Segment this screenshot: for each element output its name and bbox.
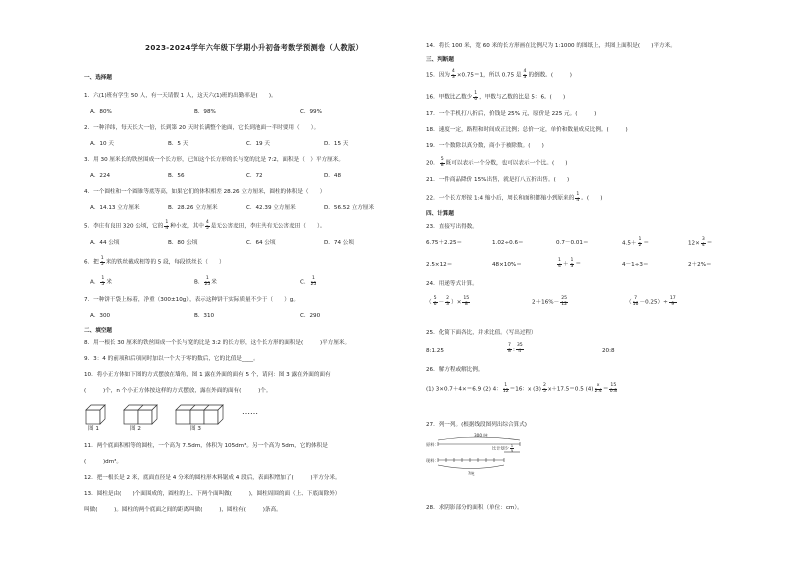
calc-6: 2.5×12＝ bbox=[426, 262, 453, 268]
fraction: $\frac{25}{12}$ bbox=[561, 296, 568, 307]
fraction: $\frac{5}{6}$ bbox=[433, 296, 437, 307]
fraction: $\frac{35}{4}$ bbox=[516, 343, 523, 354]
fraction: $\frac{2}{3}$ bbox=[446, 296, 450, 307]
question-8: 8．用一根长 30 厘米的铁丝围成一个长与宽的比是 3:2 的长方形，这个长方形的面积是( )平方厘米。 bbox=[84, 340, 351, 346]
question-11-cont: ( )dm³。 bbox=[84, 459, 122, 465]
question-24: 24．用递等式计算。 bbox=[426, 281, 478, 287]
q4-option-d: D．56.52 立方厘米 bbox=[324, 205, 375, 211]
question-27: 27．列一列。(根据线段图列出综合算式) bbox=[426, 422, 527, 428]
q2-option-b: B．5 天 bbox=[168, 141, 189, 147]
q5-option-d: D．74 公顷 bbox=[324, 240, 354, 246]
question-25: 25．化简下面各比，并求比值。（写出过程） bbox=[426, 330, 537, 336]
q6-option-c: C． $\frac{1}{25}$ bbox=[300, 276, 317, 287]
fraction: $\frac{7}{8}$ bbox=[508, 343, 511, 354]
page-title: 2023-2024学年六年级下学期小升初备考数学预测卷（人教版） bbox=[145, 43, 363, 52]
q3-option-c: C．72 bbox=[246, 173, 263, 179]
question-15: 15．因为 $\frac{4}{3}$ ×0.75＝1，所以 0.75 是 $\frac{4}{3}$ 的倒数。( ) bbox=[426, 69, 572, 80]
q6-option-b: B． $\frac{1}{25}$ 米 bbox=[194, 276, 217, 287]
q5-option-c: C．64 公顷 bbox=[246, 240, 276, 246]
calc-1: 6.75＋2.25＝ bbox=[426, 240, 463, 246]
diagram-total-label: 300 吨 bbox=[474, 433, 488, 438]
calc-8: $\frac{1}{4}$ ＋ $\frac{1}{3}$ ＝ bbox=[558, 258, 582, 269]
question-19: 19．一个数除以真分数，商小于被除数。( ) bbox=[426, 143, 544, 149]
fraction: $\frac{1}{25}$ bbox=[310, 276, 317, 287]
question-4: 4．一个圆柱和一个圆锥等底等高，如果它们的体积相差 28.26 立方厘米，圆柱的体积是（ ） bbox=[84, 189, 326, 195]
q1-option-c: C．99% bbox=[300, 109, 322, 115]
q4-option-b: B．28.26 立方厘米 bbox=[168, 205, 218, 211]
figure-2-label: 图 2 bbox=[130, 426, 141, 432]
fraction: $\frac{x}{2.4}$ bbox=[594, 383, 602, 394]
fraction: $\frac{1}{5}$ bbox=[100, 256, 104, 267]
question-23: 23．直接写出得数。 bbox=[426, 224, 478, 230]
question-1: 1．六(1)班有学生 50 人，有一天请假 1 人，这天六(1)班的出勤率是( )。 bbox=[84, 93, 277, 99]
fraction: $\frac{1}{12}$ bbox=[502, 383, 509, 394]
fraction: $\frac{4}{3}$ bbox=[451, 69, 455, 80]
question-6: 6．把 $\frac{1}{5}$ 米的铁丝截成相等的 5 段，每段铁丝长（ ） bbox=[84, 256, 225, 267]
question-2: 2．一种洋纬，每天长大一倍，长到第 20 天时长满整个池面，它长到池面一半时要用（ ）。 bbox=[84, 125, 320, 131]
ellipsis: …… bbox=[242, 407, 258, 416]
fraction: $\frac{4}{5}$ bbox=[205, 220, 209, 231]
question-26: 26．解方程或解比例。 bbox=[426, 367, 484, 373]
q4-option-c: C．42.39 立方厘米 bbox=[246, 205, 296, 211]
q7-option-b: B．310 bbox=[194, 313, 215, 319]
q5-option-a: A．44 公顷 bbox=[90, 240, 120, 246]
question-17: 17．一个手机打八折后，价钱是 25% 元，原价是 225 元。( ) bbox=[426, 111, 597, 117]
question-7: 7．一种饼干袋上标着，净重（300±10g），表示这种饼干实际质量不少于（ ）g。 bbox=[84, 297, 299, 303]
fraction: $\frac{1}{2}$ bbox=[638, 237, 642, 248]
fraction: $\frac{4}{3}$ bbox=[523, 69, 527, 80]
q6-option-a: A． $\frac{1}{5}$ 米 bbox=[90, 276, 112, 287]
question-5: 5．李庄有良田 320 公顷，它的 $\frac{1}{4}$ 种小麦，其中 $\frac{4}{5}$ 是无公害麦田，李庄共有无公害麦田（ ）。 bbox=[84, 220, 326, 231]
fraction: $\frac{15}{8}$ bbox=[463, 296, 470, 307]
q4-option-a: A．14.13 立方厘米 bbox=[90, 205, 140, 211]
calc-7: 48×10%＝ bbox=[492, 262, 522, 268]
fraction: $\frac{1}{4}$ bbox=[558, 258, 561, 269]
fraction: $\frac{3}{4}$ bbox=[701, 237, 705, 248]
diagram-row-a-label: 原料： bbox=[426, 442, 439, 447]
ratio-2: $\frac{7}{8}$ : $\frac{35}{4}$ bbox=[508, 343, 523, 354]
q2-option-a: A．10 天 bbox=[90, 141, 114, 147]
q7-option-c: C．290 bbox=[300, 313, 321, 319]
question-22: 22．一个长方形按 1:4 缩小后，周长和面积都缩小到原来的 $\frac{1}{4}$ 。( ) bbox=[426, 192, 603, 203]
calc-9: 4－1÷3＝ bbox=[622, 262, 649, 268]
fraction: $\frac{1}{5}$ bbox=[101, 276, 105, 287]
q2-option-c: C．19 天 bbox=[246, 141, 270, 147]
question-14: 14．将长 100 米，宽 60 米的长方形画在比例尺为 1:1000 的图纸上，其图上面积是( )平方米。 bbox=[426, 43, 676, 49]
calc-2: 1.02÷0.6＝ bbox=[492, 240, 524, 246]
calc-4: 4.5＋ $\frac{1}{2}$ ＝ bbox=[622, 237, 650, 248]
step-calc-2: 2＋16%－ $\frac{25}{12}$ bbox=[532, 296, 568, 307]
q3-option-a: A．224 bbox=[90, 173, 111, 179]
question-11: 11．两个底面积相等的圆柱，一个高为 7.5dm，体积为 105dm³。另一个高为 5dm，它的体积是 bbox=[84, 443, 328, 449]
step-calc-1: （ $\frac{5}{6}$ － $\frac{2}{3}$ ）× $\frac{15}{8}$ bbox=[426, 296, 470, 307]
question-13: 13．圆柱是由( )个面围成的，圆柱的上、下两个面叫做( )，圆柱周围的面（上、下底面除外） bbox=[84, 491, 341, 497]
equations: (1) 3×0.7＋4×＝6.9 (2) 4： $\frac{1}{12}$ ＝16：x (3) $\frac{2}{5}$ x＋17.5＝0.5 (4) $\frac{x}{2.4}$ ＝ $\frac{15}{0.8}$ bbox=[426, 383, 617, 394]
q3-option-b: B．56 bbox=[168, 173, 185, 179]
q1-option-a: A．80% bbox=[90, 109, 112, 115]
question-18: 18．速度一定，路程和时间成正比例；总价一定，单价和数量成反比例。( ) bbox=[426, 127, 628, 133]
line-segment-diagram bbox=[426, 432, 536, 480]
fraction: $\frac{2}{5}$ bbox=[543, 383, 546, 394]
calc-5: 12× $\frac{3}{4}$ ＝ bbox=[688, 237, 713, 248]
section-judge: 三、判断题 bbox=[426, 57, 454, 63]
fraction: $\frac{5}{8}$ bbox=[440, 157, 444, 168]
section-fill: 二、填空题 bbox=[84, 328, 112, 334]
fraction: $\frac{1}{4}$ bbox=[165, 220, 169, 231]
question-12: 12．把一根长是 2 米，底面直径是 4 分米的圆柱形木料锯成 4 段后，表面积增加了( )平方分米。 bbox=[84, 475, 341, 481]
diagram-row-b-label: 现料： bbox=[426, 458, 439, 463]
fraction: $\frac{1}{3}$ bbox=[570, 258, 574, 269]
calc-10: 2＋2%＝ bbox=[688, 262, 712, 268]
fraction: $\frac{15}{0.8}$ bbox=[609, 383, 617, 394]
fraction: $\frac{1}{4}$ bbox=[576, 192, 580, 203]
section-calc: 四、计算题 bbox=[426, 211, 454, 217]
q7-option-a: A．300 bbox=[90, 313, 111, 319]
fraction: $\frac{1}{6}$ bbox=[474, 91, 478, 102]
fraction: $\frac{7}{16}$ bbox=[632, 296, 639, 307]
ratio-1: 8:1.25 bbox=[426, 348, 444, 354]
question-28: 28．求阴影部分的面积（单位：cm）。 bbox=[426, 505, 523, 511]
calc-3: 0.7－0.01＝ bbox=[556, 240, 589, 246]
question-9: 9．3：4 的前项和后项同时加以一个大于零的数后，它的比值是____。 bbox=[84, 356, 259, 362]
step-calc-3: （ $\frac{7}{16}$ －0.25）÷ $\frac{17}{9}$ bbox=[626, 296, 676, 307]
ratio-3: 20:8 bbox=[602, 348, 615, 354]
question-3: 3．用 30 厘米长的铁丝围成一个长方形，已知这个长方形的长与宽的比是 7:2，面积是（ ）平方厘米。 bbox=[84, 157, 344, 163]
fraction: $\frac{1}{5}$ bbox=[510, 443, 514, 453]
q2-option-d: D．15 天 bbox=[324, 141, 349, 147]
diagram-unknown-label: ?吨 bbox=[468, 471, 475, 476]
figure-3-label: 图 3 bbox=[190, 426, 201, 432]
diagram-less-label: 比计划少 $\frac{1}{5}$ bbox=[492, 443, 514, 453]
q3-option-d: D．48 bbox=[324, 173, 342, 179]
question-16: 16．甲数比乙数少 $\frac{1}{6}$ ，甲数与乙数的比是 5：6。( ) bbox=[426, 91, 566, 102]
fraction: $\frac{1}{25}$ bbox=[204, 276, 211, 287]
fraction: $\frac{17}{9}$ bbox=[669, 296, 676, 307]
section-choice: 一、选择题 bbox=[84, 75, 112, 81]
question-13-cont: 叫做( )。圆柱的两个底面之间的距离叫做( )，圆柱有( )条高。 bbox=[84, 507, 282, 513]
question-21: 21．一件商品降价 15%出售，就是打八五折出售。( ) bbox=[426, 177, 570, 183]
question-10: 10．将小正方体如下图的方式摆放在墙角，图 1 露在外面的面有 5 个，请问：图 3 露在外面的面有 bbox=[84, 372, 331, 378]
q1-option-b: B．98% bbox=[194, 109, 216, 115]
question-10-cont: ( )个，n 个小正方体按这样的方式摆放，露在外面的面有( )个。 bbox=[84, 388, 272, 394]
figure-1-label: 图 1 bbox=[88, 426, 99, 432]
question-20: 20． $\frac{5}{8}$ 既可以表示一个分数，也可以表示一个比。( ) bbox=[426, 157, 568, 168]
q5-option-b: B．80 公顷 bbox=[168, 240, 198, 246]
